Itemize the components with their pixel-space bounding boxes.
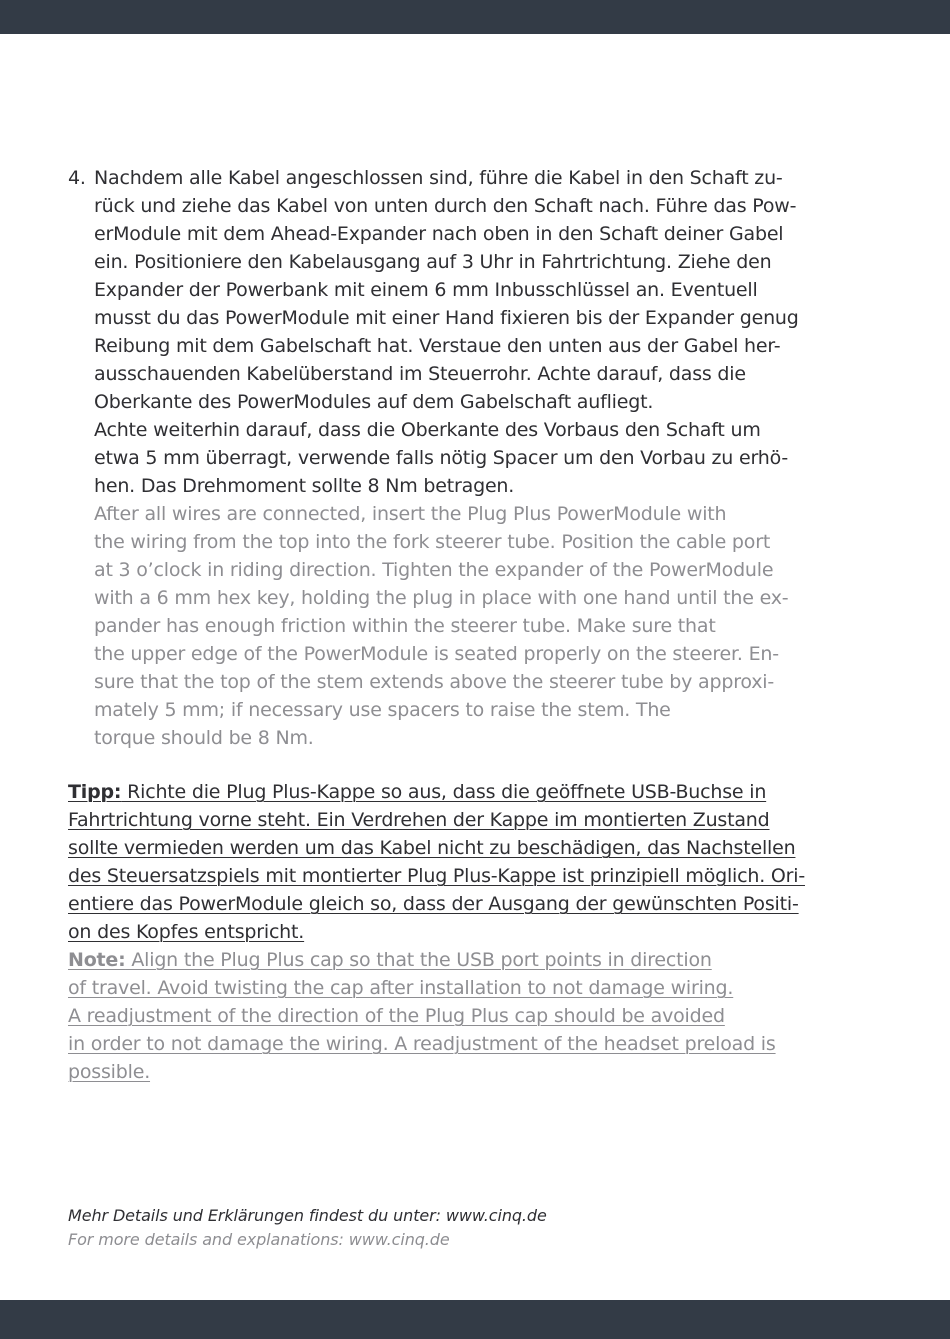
text-line: erModule mit dem Ahead-Expander nach oben in den Schaft deiner Gabel	[94, 223, 784, 245]
text-line: possible.	[68, 1061, 151, 1083]
step-number: 4.	[68, 167, 86, 189]
text-line: sollte vermieden werden um das Kabel nicht zu beschädigen, das Nachstellen	[68, 837, 796, 859]
tip-label: Tipp:	[68, 781, 122, 803]
tip-english	[68, 946, 878, 1086]
footer-english: For more details and explanations: www.cinq.de	[68, 1230, 450, 1249]
text-line: Reibung mit dem Gabelschaft hat. Verstaue den unten aus der Gabel her-	[94, 335, 781, 357]
text-line: hen. Das Drehmoment sollte 8 Nm betragen.	[94, 475, 515, 497]
text-line: with a 6 mm hex key, holding the plug in place with one hand until the ex-	[94, 587, 789, 609]
text-line: Achte weiterhin darauf, dass die Oberkante des Vorbaus den Schaft um	[94, 419, 761, 441]
step-english-text	[94, 500, 868, 752]
text-line: of travel. Avoid twisting the cap after installation to not damage wiring.	[68, 977, 734, 999]
step-german-text	[94, 164, 868, 500]
note-label: Note:	[68, 949, 126, 971]
tip-german	[68, 778, 878, 946]
text-line: A readjustment of the direction of the Plug Plus cap should be avoided	[68, 1005, 725, 1027]
text-line: entiere das PowerModule gleich so, dass der Ausgang der gewünschten Positi-	[68, 893, 799, 915]
text-line: Nachdem alle Kabel angeschlossen sind, führe die Kabel in den Schaft zu-	[94, 167, 783, 189]
tip-first-line	[68, 778, 878, 806]
note-first-line	[68, 946, 878, 974]
text-line: the wiring from the top into the fork steerer tube. Position the cable port	[94, 531, 771, 553]
text-line: etwa 5 mm überragt, verwende falls nötig Spacer um den Vorbau zu erhö-	[94, 447, 789, 469]
text-line: des Steuersatzspiels mit montierter Plug Plus-Kappe ist prinzipiell möglich. Ori-	[68, 865, 805, 887]
step-4	[68, 164, 868, 752]
text-line: Expander der Powerbank mit einem 6 mm Inbusschlüssel an. Eventuell	[94, 279, 758, 301]
text-line: rück und ziehe das Kabel von unten durch den Schaft nach. Führe das Pow-	[94, 195, 797, 217]
text-line: Fahrtrichtung vorne steht. Ein Verdrehen der Kappe im montierten Zustand	[68, 809, 770, 831]
text-line: ein. Positioniere den Kabelausgang auf 3 Uhr in Fahrtrichtung. Ziehe den	[94, 251, 772, 273]
text-line: on des Kopfes entspricht.	[68, 921, 305, 943]
step-body	[68, 164, 868, 752]
bottom-band	[0, 1300, 950, 1339]
text-line: ausschauenden Kabelüberstand im Steuerrohr. Achte darauf, dass die	[94, 363, 746, 385]
tip-block	[68, 778, 878, 1086]
text-line: the upper edge of the PowerModule is seated properly on the steerer. En-	[94, 643, 779, 665]
text-line: torque should be 8 Nm.	[94, 727, 314, 749]
text-line: sure that the top of the stem extends above the steerer tube by approxi-	[94, 671, 775, 693]
text-line: musst du das PowerModule mit einer Hand fixieren bis der Expander genug	[94, 307, 799, 329]
text-line: mately 5 mm; if necessary use spacers to raise the stem. The	[94, 699, 671, 721]
text-line: After all wires are connected, insert the Plug Plus PowerModule with	[94, 503, 727, 525]
text-line: pander has enough friction within the steerer tube. Make sure that	[94, 615, 716, 637]
footer-german: Mehr Details und Erklärungen findest du unter: www.cinq.de	[68, 1206, 547, 1225]
footer	[68, 1204, 547, 1252]
top-band	[0, 0, 950, 34]
text-line: in order to not damage the wiring. A readjustment of the headset preload is	[68, 1033, 776, 1055]
text-line: at 3 o’clock in riding direction. Tighten the expander of the PowerModule	[94, 559, 774, 581]
tip-first-text: Richte die Plug Plus-Kappe so aus, dass die geöffnete USB-Buchse in	[121, 781, 767, 803]
note-first-text: Align the Plug Plus cap so that the USB port points in direction	[125, 949, 712, 971]
text-line: Oberkante des PowerModules auf dem Gabelschaft aufliegt.	[94, 391, 654, 413]
